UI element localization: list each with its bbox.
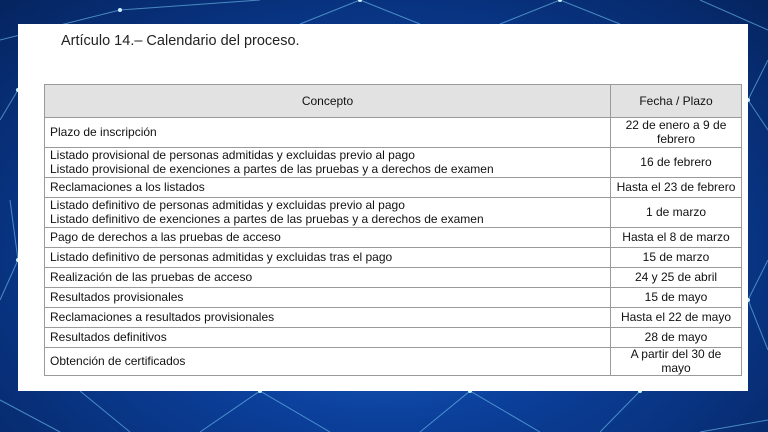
fecha-cell: 15 de mayo <box>611 288 742 308</box>
concepto-cell: Listado provisional de personas admitidas y excluidas previo al pago Listado provisional de exenciones a partes de las pruebas y a derechos de examen <box>45 148 611 178</box>
fecha-cell: 15 de marzo <box>611 248 742 268</box>
article-title: Artículo 14.– Calendario del proceso. <box>61 33 300 49</box>
fecha-cell: 1 de marzo <box>611 198 742 228</box>
concepto-cell: Resultados provisionales <box>45 288 611 308</box>
fecha-cell: 16 de febrero <box>611 148 742 178</box>
concepto-cell: Resultados definitivos <box>45 328 611 348</box>
header-fecha: Fecha / Plazo <box>611 85 742 118</box>
fecha-cell: Hasta el 23 de febrero <box>611 178 742 198</box>
concepto-cell: Obtención de certificados <box>45 348 611 376</box>
table-row <box>45 198 742 228</box>
table-header-row <box>45 85 742 118</box>
concepto-cell: Reclamaciones a resultados provisionales <box>45 308 611 328</box>
table-row <box>45 328 742 348</box>
table-row <box>45 248 742 268</box>
fecha-cell: 22 de enero a 9 de febrero <box>611 118 742 148</box>
table-row <box>45 118 742 148</box>
fecha-cell: A partir del 30 de mayo <box>611 348 742 376</box>
table-row <box>45 348 742 376</box>
concepto-cell: Plazo de inscripción <box>45 118 611 148</box>
table-row <box>45 288 742 308</box>
table-row <box>45 268 742 288</box>
concepto-cell: Listado definitivo de personas admitidas y excluidas tras el pago <box>45 248 611 268</box>
fecha-cell: 24 y 25 de abril <box>611 268 742 288</box>
table-row <box>45 178 742 198</box>
calendar-table <box>44 84 742 376</box>
fecha-cell: Hasta el 8 de marzo <box>611 228 742 248</box>
table-row <box>45 228 742 248</box>
table-row <box>45 148 742 178</box>
concepto-cell: Listado definitivo de personas admitidas y excluidas previo al pago Listado definitivo de exenciones a partes de las pruebas y a derechos de examen <box>45 198 611 228</box>
fecha-cell: Hasta el 22 de mayo <box>611 308 742 328</box>
concepto-cell: Pago de derechos a las pruebas de acceso <box>45 228 611 248</box>
concepto-cell: Reclamaciones a los listados <box>45 178 611 198</box>
table-row <box>45 308 742 328</box>
concepto-cell: Realización de las pruebas de acceso <box>45 268 611 288</box>
fecha-cell: 28 de mayo <box>611 328 742 348</box>
header-concepto: Concepto <box>45 85 611 118</box>
document-page <box>18 24 748 391</box>
